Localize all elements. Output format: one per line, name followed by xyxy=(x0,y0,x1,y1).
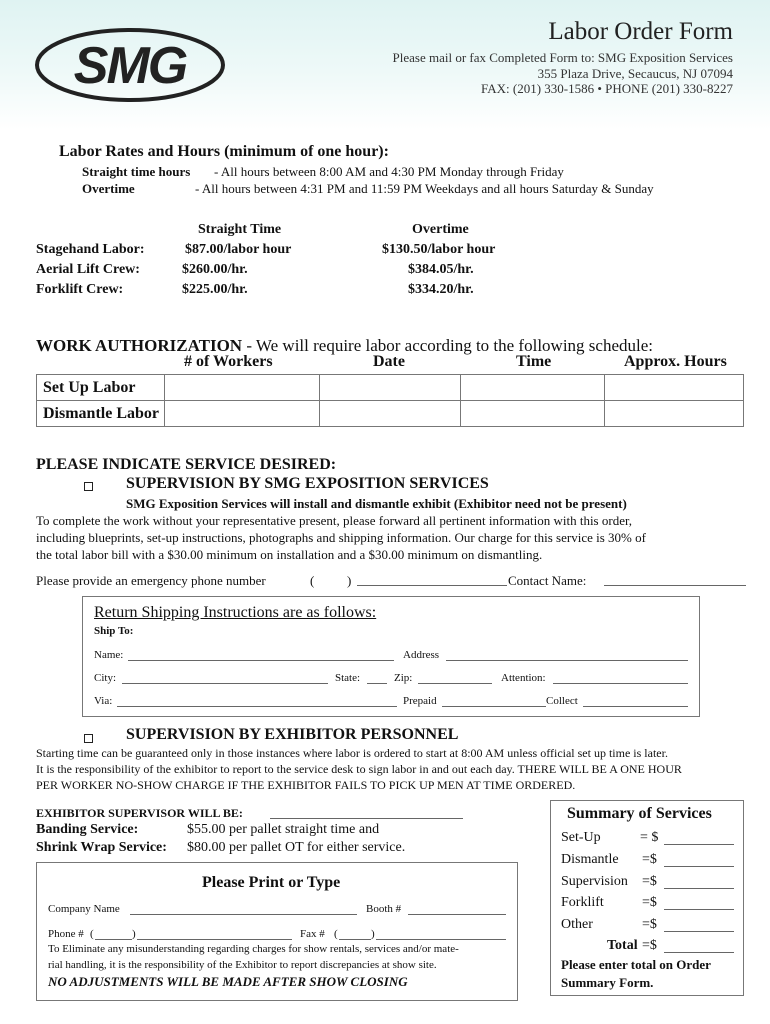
banding-value: $55.00 per pallet straight time and xyxy=(187,822,380,837)
fax-phone-line: FAX: (201) 330-1586 • PHONE (201) 330-8227 xyxy=(480,81,733,96)
rate-row-label: Stagehand Labor: xyxy=(36,242,145,257)
return-shipping-title: Return Shipping Instructions are as follows: xyxy=(94,604,377,621)
smg-supervision-checkbox[interactable] xyxy=(84,482,93,491)
contact-name-label: Contact Name: xyxy=(508,573,587,588)
shrink-wrap-value: $80.00 per pallet OT for either service. xyxy=(187,840,406,855)
table-row xyxy=(37,375,744,401)
summary-footer-line: Please enter total on Order xyxy=(561,957,711,972)
rate-row-overtime: $130.50/labor hour xyxy=(382,242,496,257)
fax-label: Fax # xyxy=(300,928,325,940)
ship-address-label: Address xyxy=(403,649,440,661)
ship-city-label: City: xyxy=(94,672,117,684)
ship-city-field[interactable] xyxy=(122,683,328,684)
rates-heading: Labor Rates and Hours (minimum of one hour): xyxy=(59,143,389,160)
col-straight-time: Straight Time xyxy=(198,222,282,237)
summary-row-label: Set-Up xyxy=(561,830,601,845)
summary-row-eq: = $ xyxy=(640,830,659,845)
ship-state-field[interactable] xyxy=(367,683,387,684)
ship-attention-label: Attention: xyxy=(501,672,546,684)
grand-total-field[interactable] xyxy=(664,952,734,953)
dismantle-hours-cell[interactable] xyxy=(605,401,744,427)
summary-row-eq: =$ xyxy=(642,874,657,889)
summary-row-eq: =$ xyxy=(642,852,657,867)
straight-time-label: Straight time hours xyxy=(82,164,191,179)
contact-name-field[interactable] xyxy=(604,585,746,586)
work-heading-bold: WORK AUTHORIZATION xyxy=(36,336,243,355)
rate-row-overtime: $334.20/hr. xyxy=(408,282,474,297)
smg-logo xyxy=(34,27,226,103)
rate-row-label: Forklift Crew: xyxy=(36,282,124,297)
total-label: Total xyxy=(607,938,638,953)
supervision-total-field[interactable] xyxy=(664,888,734,889)
summary-row-label: Forklift xyxy=(561,895,604,910)
exhibitor-supervision-checkbox[interactable] xyxy=(84,734,93,743)
summary-footer-line: Summary Form. xyxy=(561,975,654,990)
forklift-total-field[interactable] xyxy=(664,909,734,910)
overtime-label: Overtime xyxy=(82,181,135,196)
smg-supervision-subtext: SMG Exposition Services will install and dismantle exhibit (Exhibitor need not be present) xyxy=(126,496,627,511)
company-name-label: Company Name xyxy=(48,903,120,915)
emergency-phone-field[interactable] xyxy=(357,585,507,586)
dismantle-workers-cell[interactable] xyxy=(165,401,320,427)
mail-instruction: Please mail or fax Completed Form to: SMG Exposition Services xyxy=(392,50,733,65)
work-authorization-heading xyxy=(36,336,653,356)
dismantle-date-cell[interactable] xyxy=(320,401,461,427)
service-heading: PLEASE INDICATE SERVICE DESIRED: xyxy=(36,456,337,473)
smg-paragraph-line: including blueprints, set-up instructions, photographs and shipping information. Our charge for this service is 30% of xyxy=(36,530,646,545)
emergency-paren-open: ( xyxy=(310,573,315,588)
summary-row-eq: =$ xyxy=(642,895,657,910)
col-approx-hours: Approx. Hours xyxy=(624,353,727,370)
smg-paragraph-line: To complete the work without your representative present, please forward all pertinent information with this order, xyxy=(36,513,633,528)
rate-row-overtime: $384.05/hr. xyxy=(408,262,474,277)
total-eq: =$ xyxy=(642,938,657,953)
shrink-wrap-label: Shrink Wrap Service: xyxy=(36,840,167,855)
setup-labor-label: Set Up Labor xyxy=(37,375,165,401)
banding-label: Banding Service: xyxy=(36,822,139,837)
dismantle-time-cell[interactable] xyxy=(461,401,605,427)
address-line: 355 Plaza Drive, Secaucus, NJ 07094 xyxy=(537,66,733,81)
col-time: Time xyxy=(516,353,552,370)
emergency-phone-label: Please provide an emergency phone number xyxy=(36,573,266,588)
print-note-line: To Eliminate any misunderstanding regarding charges for show rentals, services and/or mate- xyxy=(48,943,459,955)
setup-total-field[interactable] xyxy=(664,844,734,845)
ship-address-field[interactable] xyxy=(446,660,688,661)
ship-name-field[interactable] xyxy=(128,660,394,661)
phone-label: Phone # xyxy=(48,928,84,940)
col-workers: # of Workers xyxy=(184,353,273,370)
exhibitor-supervision-option: SUPERVISION BY EXHIBITOR PERSONNEL xyxy=(126,726,459,743)
fax-area-open: ( xyxy=(334,928,338,940)
ship-zip-field[interactable] xyxy=(418,683,492,684)
ship-attention-field[interactable] xyxy=(553,683,688,684)
setup-date-cell[interactable] xyxy=(320,375,461,401)
print-box-title: Please Print or Type xyxy=(202,874,341,891)
phone-area-close: ) xyxy=(132,928,136,940)
col-overtime: Overtime xyxy=(412,222,469,237)
exhibitor-supervisor-field[interactable] xyxy=(270,818,463,819)
summary-title: Summary of Services xyxy=(567,805,712,822)
dismantle-labor-label: Dismantle Labor xyxy=(37,401,165,427)
exhibitor-paragraph-line: PER WORKER NO-SHOW CHARGE IF THE EXHIBITOR FAILS TO PICK UP MEN AT TIME ORDERED. xyxy=(36,778,576,792)
ship-zip-label: Zip: xyxy=(394,672,413,684)
emergency-paren-close: ) xyxy=(347,573,352,588)
ship-state-label: State: xyxy=(335,672,361,684)
fax-area-close: ) xyxy=(371,928,375,940)
exhibitor-supervisor-label: EXHIBITOR SUPERVISOR WILL BE: xyxy=(36,806,243,820)
col-date: Date xyxy=(373,353,405,370)
print-note-line: rial handling, it is the responsibility of the Exhibitor to report discrepancies at show site. xyxy=(48,959,437,971)
dismantle-total-field[interactable] xyxy=(664,866,734,867)
company-name-field[interactable] xyxy=(130,914,357,915)
ship-prepaid-field[interactable] xyxy=(442,706,546,707)
straight-time-desc: - All hours between 8:00 AM and 4:30 PM Monday through Friday xyxy=(214,164,564,179)
summary-row-label: Other xyxy=(561,917,593,932)
smg-supervision-option: SUPERVISION BY SMG EXPOSITION SERVICES xyxy=(126,475,489,492)
ship-collect-label: Collect xyxy=(546,695,578,707)
work-schedule-table xyxy=(36,374,744,427)
summary-row-label: Supervision xyxy=(561,874,628,889)
rate-row-straight: $260.00/hr. xyxy=(182,262,248,277)
ship-collect-field[interactable] xyxy=(583,706,688,707)
summary-row-eq: =$ xyxy=(642,917,657,932)
summary-row-label: Dismantle xyxy=(561,852,619,867)
ship-via-field[interactable] xyxy=(117,706,397,707)
ship-to-label: Ship To: xyxy=(94,625,134,637)
booth-field[interactable] xyxy=(408,914,506,915)
rate-row-label: Aerial Lift Crew: xyxy=(36,262,140,277)
overtime-desc: - All hours between 4:31 PM and 11:59 PM Weekdays and all hours Saturday & Sunday xyxy=(195,181,654,196)
rate-row-straight: $225.00/hr. xyxy=(182,282,248,297)
form-title: Labor Order Form xyxy=(548,18,733,45)
exhibitor-paragraph-line: Starting time can be guaranteed only in those instances where labor is ordered to start at 8:00 AM unless official set up time is later. xyxy=(36,746,668,760)
no-adjustments-notice: NO ADJUSTMENTS WILL BE MADE AFTER SHOW CLOSING xyxy=(48,974,408,989)
booth-label: Booth # xyxy=(366,903,402,915)
logo-text: SMG xyxy=(73,37,187,95)
ship-via-label: Via: xyxy=(94,695,113,707)
phone-area-open: ( xyxy=(90,928,94,940)
setup-workers-cell[interactable] xyxy=(165,375,320,401)
rate-row-straight: $87.00/labor hour xyxy=(185,242,292,257)
ship-prepaid-label: Prepaid xyxy=(403,695,437,707)
work-heading-rest: - We will require labor according to the following schedule: xyxy=(242,336,653,355)
smg-paragraph-line: the total labor bill with a $30.00 minimum on installation and a $30.00 minimum on dismantling. xyxy=(36,547,543,562)
setup-hours-cell[interactable] xyxy=(605,375,744,401)
phone-area-field[interactable] xyxy=(95,939,132,940)
exhibitor-paragraph-line: It is the responsibility of the exhibitor to report to the service desk to sign labor in and out each day. THERE WILL BE A ONE HOUR xyxy=(36,762,682,776)
table-row xyxy=(37,401,744,427)
other-total-field[interactable] xyxy=(664,931,734,932)
setup-time-cell[interactable] xyxy=(461,375,605,401)
fax-field[interactable] xyxy=(376,939,506,940)
ship-name-label: Name: xyxy=(94,649,124,661)
phone-field[interactable] xyxy=(137,939,292,940)
fax-area-field[interactable] xyxy=(339,939,371,940)
